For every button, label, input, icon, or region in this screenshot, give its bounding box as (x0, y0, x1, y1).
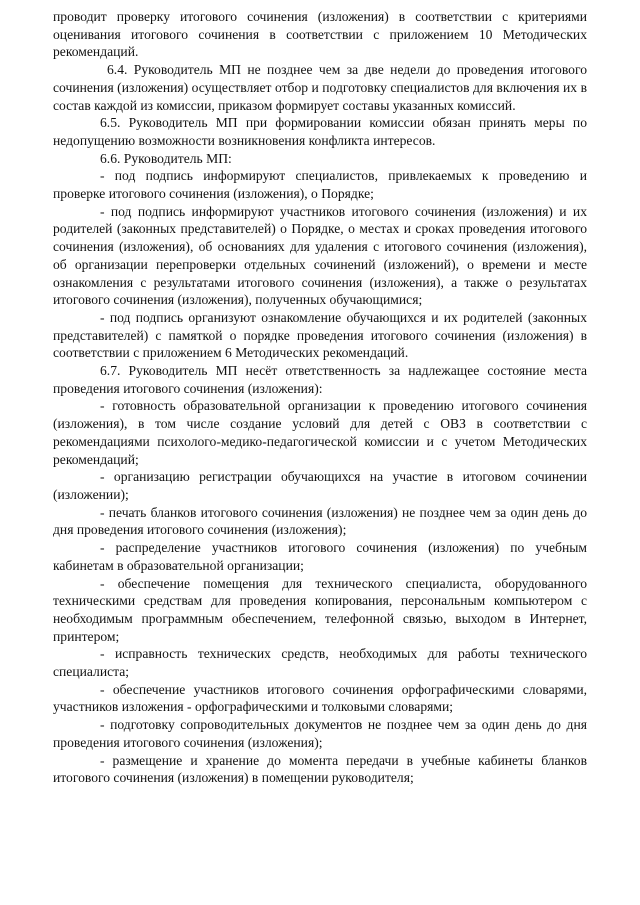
list-item: - под подпись информируют участников итогового сочинения (изложения) и их родителей (законных представителей) о Порядке, о местах и сроках проведения итогового сочинения (изложения), об основаниях для удаления с итогового сочинения (изложения), об организации перепроверки отдельных сочинений (изложений), о времени и месте ознакомления с результатами итогового сочинения (изложения), а также о результатах итогового сочинения (изложения), полученных обучающимися; (53, 203, 587, 308)
list-item: - обеспечение помещения для технического специалиста, оборудованного техническими средствам для проведения копирования, персональным компьютером с необходимым программным обеспечением, телефонной связью, выходом в Интернет, принтером; (53, 575, 587, 644)
list-item: - под подпись организуют ознакомление обучающихся и их родителей (законных представителей) с памяткой о порядке проведения итогового сочинения (изложения) в соответствии с приложением 6 Методических рекомендаций. (53, 309, 587, 361)
paragraph-continuation: проводит проверку итогового сочинения (изложения) в соответствии с критериями оценивания итогового сочинения в соответствии с приложением 10 Методических рекомендаций. (53, 9, 587, 60)
paragraph-6-6: 6.6. Руководитель МП: (100, 150, 232, 166)
list-item: - размещение и хранение до момента передачи в учебные кабинеты бланков итогового сочинения (изложения) в помещении руководителя; (53, 752, 587, 786)
paragraph-6-4: 6.4. Руководитель МП не позднее чем за две недели до проведения итогового сочинения (изложения) осуществляет отбор и подготовку специалистов для включения их в состав каждой из комиссии, приказом формирует составы указанных комиссий. (53, 62, 587, 113)
paragraph-6-5: 6.5. Руководитель МП при формировании комиссии обязан принять меры по недопущению возможности возникновения конфликта интересов. (53, 115, 587, 148)
list-item: - готовность образовательной организации к проведению итогового сочинения (изложения), в том числе создание условий для детей с ОВЗ в соответствии с рекомендациями психолого-медико-педагогической комиссии и с учетом Методических рекомендаций; (53, 398, 587, 467)
list-item: - печать бланков итогового сочинения (изложения) не позднее чем за один день до дня проведения итогового сочинения (изложения); (53, 504, 587, 538)
list-item: - обеспечение участников итогового сочинения орфографическими словарями, участников изложения - орфографическими и толковыми словарями; (53, 681, 587, 715)
list-item: - организацию регистрации обучающихся на участие в итоговом сочинении (изложении); (53, 469, 587, 502)
document-page (53, 8, 587, 787)
paragraph-6-7: 6.7. Руководитель МП несёт ответственность за надлежащее состояние места проведения итогового сочинения (изложения): (53, 363, 587, 396)
list-item: - распределение участников итогового сочинения (изложения) по учебным кабинетам в образовательной организации; (53, 540, 587, 573)
list-item: - под подпись информируют специалистов, привлекаемых к проведению и проверке итогового сочинения (изложения), о Порядке; (53, 168, 587, 202)
list-item: - подготовку сопроводительных документов не позднее чем за один день до дня проведения итогового сочинения (изложения); (53, 717, 587, 750)
list-item: - исправность технических средств, необходимых для работы технического специалиста; (53, 646, 587, 680)
